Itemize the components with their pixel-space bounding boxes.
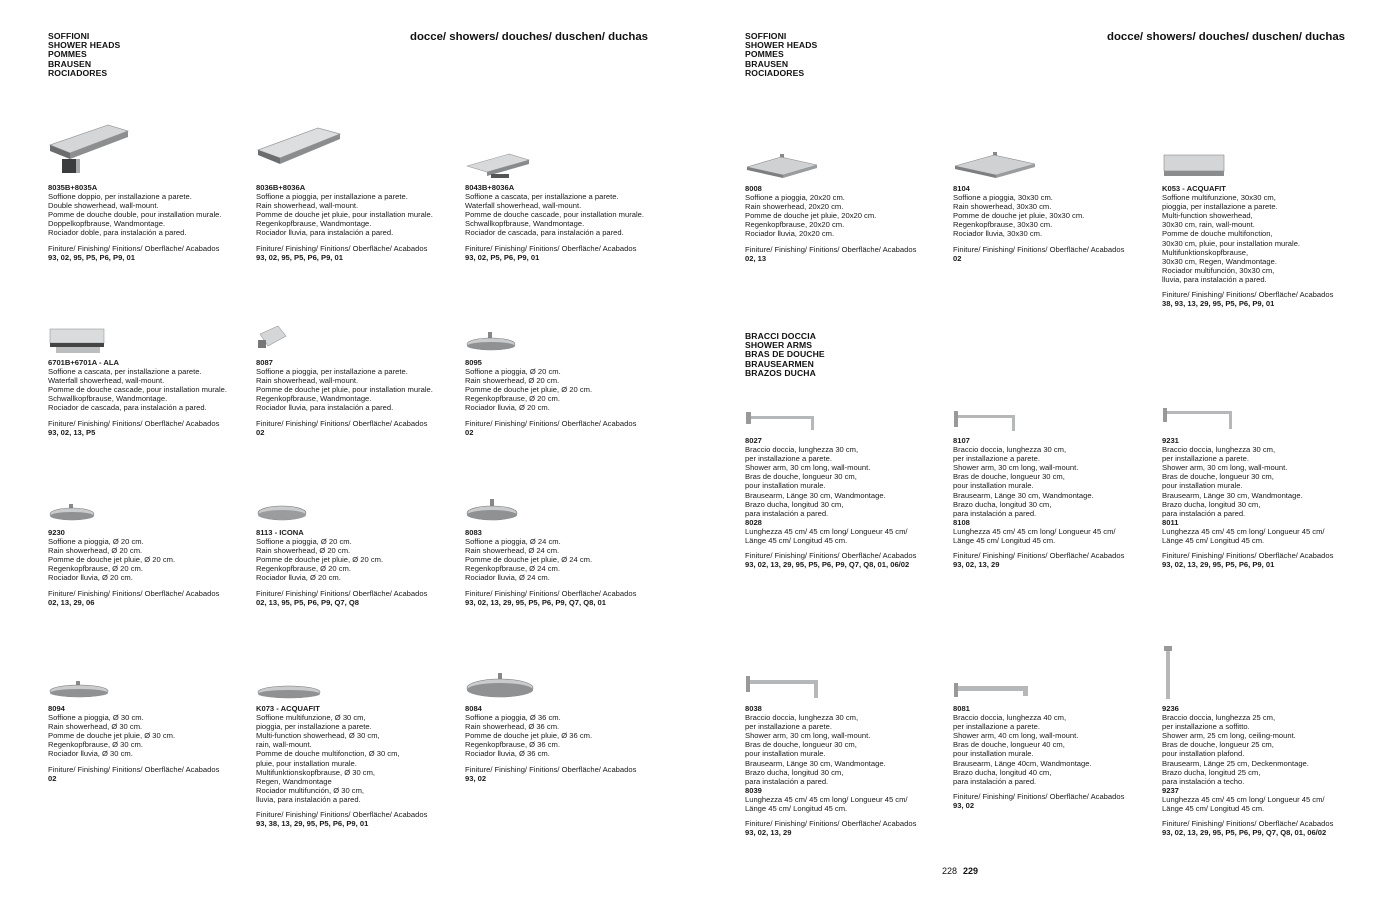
product-description-line: Soffione a pioggia, 30x30 cm.	[953, 193, 1053, 203]
showerhead-square-image	[953, 151, 1037, 179]
showerhead-round-image	[48, 680, 110, 700]
product-description-line: Länge 45 cm/ Longitud 45 cm.	[953, 536, 1056, 546]
showerhead-icona-image	[256, 503, 308, 523]
product-entry	[256, 183, 461, 262]
showerhead-round-image	[465, 330, 517, 352]
product-description-line: pour installation murale.	[745, 749, 826, 759]
finish-codes: 93, 02, 13, 29	[953, 560, 1000, 570]
category-line: SOFFIONI	[48, 31, 90, 41]
product-description-line: Soffione multifunzione, Ø 30 cm,	[256, 713, 366, 723]
ceiling-shower-arm-image	[1162, 646, 1174, 700]
category-line: BRAUSEN	[48, 58, 92, 69]
category-line: POMMES	[48, 49, 87, 60]
product-description-line: Regen, Wandmontage	[256, 776, 332, 786]
finish-label: Finiture/ Finishing/ Finitions/ Oberfläche/ Acabados	[256, 810, 428, 820]
finish-label: Finiture/ Finishing/ Finitions/ Oberfläche/ Acabados	[745, 551, 917, 561]
category-line: BRAUSEN	[745, 58, 789, 69]
finish-label: Finiture/ Finishing/ Finitions/ Oberfläche/ Acabados	[953, 244, 1125, 254]
product-description-line: Brazo ducha, longitud 30 cm,	[745, 767, 844, 777]
product-entry	[953, 436, 1158, 569]
product-entry	[48, 183, 253, 262]
showerhead-8087-image	[256, 324, 288, 352]
product-code: 8043B+8036A	[465, 183, 515, 192]
product-description-line: Rociador lluvia, 20x20 cm.	[745, 229, 835, 239]
finish-label: Finiture/ Finishing/ Finitions/ Oberfläche/ Acabados	[48, 588, 220, 598]
product-description-line: Pomme de douche jet pluie, Ø 36 cm.	[465, 731, 593, 741]
product-description-line: Multifunktionskopfbrause, Ø 30 cm,	[256, 767, 376, 777]
finish-codes: 02	[48, 773, 57, 783]
finish-codes: 93, 02	[465, 773, 487, 783]
finish-label: Finiture/ Finishing/ Finitions/ Oberfläche/ Acabados	[465, 588, 637, 598]
shower-arm-image	[745, 674, 821, 700]
shower-arm-image	[953, 409, 1019, 433]
product-description-line: pour installation murale.	[953, 481, 1034, 491]
product-description-line: Rain showerhead, Ø 20 cm.	[48, 546, 143, 556]
product-description-line: per installazione a soffitto.	[1162, 722, 1250, 732]
product-description-line: Pomme de douche jet pluie, Ø 20 cm.	[48, 555, 176, 565]
page-numbers	[942, 866, 978, 876]
category-line: SOFFIONI	[745, 31, 787, 41]
product-description-line: per installazione a parete.	[1162, 454, 1249, 464]
product-entry	[1162, 436, 1367, 569]
category-line: SHOWER HEADS	[48, 40, 121, 51]
product-description-line: Shower arm, 25 cm long, ceiling-mount.	[1162, 731, 1296, 741]
product-entry	[256, 528, 461, 607]
product-description-line: Länge 45 cm/ Longitud 45 cm.	[745, 804, 848, 814]
product-description-line: Soffione a pioggia, Ø 20 cm.	[465, 367, 561, 377]
product-description-line: rain, wall-mount.	[256, 740, 312, 750]
finish-label: Finiture/ Finishing/ Finitions/ Oberfläche/ Acabados	[745, 244, 917, 254]
finish-label: Finiture/ Finishing/ Finitions/ Oberfläche/ Acabados	[745, 819, 917, 829]
product-entry	[48, 528, 253, 607]
product-description-line: Rociador de cascada, para instalación a pared.	[48, 403, 207, 413]
finish-codes: 93, 02, 13, 29	[745, 828, 792, 838]
product-description-line: Pomme de douche jet pluie, pour installation murale.	[256, 210, 433, 220]
product-description-line: Rociador lluvia, Ø 20 cm.	[465, 403, 550, 413]
product-description-line: Rain showerhead, Ø 36 cm.	[465, 722, 560, 732]
finish-codes: 93, 02, 13, 29, 95, P5, P6, P9, Q7, Q8, 01	[465, 597, 606, 607]
finish-label: Finiture/ Finishing/ Finitions/ Oberfläche/ Acabados	[465, 764, 637, 774]
product-description-line: Lunghezza 45 cm/ 45 cm long/ Longueur 45 cm/	[953, 526, 1116, 536]
finish-label: Finiture/ Finishing/ Finitions/ Oberfläche/ Acabados	[48, 764, 220, 774]
product-code-variant: 9237	[1162, 785, 1179, 795]
product-description-line: Länge 45 cm/ Longitud 45 cm.	[745, 536, 848, 546]
product-description-line: Rociador doble, para instalación a pared.	[48, 228, 187, 238]
product-description-line: Rociador lluvia, Ø 20 cm.	[256, 573, 341, 583]
product-description-line: Doppelkopfbrause, Wandmontage.	[48, 219, 166, 229]
product-description-line: Bras de douche, longueur 30 cm,	[745, 472, 857, 482]
product-description-line: lluvia, para instalación a pared.	[1162, 274, 1267, 284]
product-description-line: per installazione a parete.	[745, 454, 832, 464]
product-description-line: Soffione a pioggia, Ø 36 cm.	[465, 713, 561, 723]
product-code: 8083	[465, 528, 482, 537]
finish-codes: 02, 13, 95, P5, P6, P9, Q7, Q8	[256, 597, 360, 607]
product-description-line: Pomme de douche cascade, pour installation murale.	[48, 385, 227, 395]
product-description-line: Bras de douche, longueur 40 cm,	[953, 740, 1065, 750]
product-description-line: Brazo ducha, longitud 30 cm,	[1162, 499, 1261, 509]
product-code: 8008	[745, 184, 762, 193]
product-entry	[465, 704, 670, 783]
product-code: 8084	[465, 704, 482, 713]
finish-codes: 38, 93, 13, 29, 95, P5, P6, P9, 01	[1162, 299, 1275, 309]
finish-codes: 93, 02	[953, 800, 975, 810]
product-code: 8036B+8036A	[256, 183, 306, 192]
shower-arm-image	[745, 410, 819, 432]
product-description-line: Lunghezza 45 cm/ 45 cm long/ Longueur 45 cm/	[745, 526, 908, 536]
product-description-line: Rociador de cascada, para instalación a pared.	[465, 228, 624, 238]
finish-label: Finiture/ Finishing/ Finitions/ Oberfläche/ Acabados	[465, 243, 637, 253]
product-description-line: 30x30 cm, pluie, pour installation murale.	[1162, 238, 1301, 248]
product-description-line: Länge 45 cm/ Longitud 45 cm.	[1162, 536, 1265, 546]
finish-label: Finiture/ Finishing/ Finitions/ Oberfläche/ Acabados	[465, 418, 637, 428]
showerhead-waterfall-ala-image	[48, 325, 106, 357]
product-entry	[465, 358, 670, 437]
product-description-line: Bras de douche, longueur 30 cm,	[745, 740, 857, 750]
product-description-line: Brazo ducha, longitud 25 cm,	[1162, 767, 1261, 777]
category-line: ROCIADORES	[48, 67, 108, 78]
product-description-line: pour installation plafond.	[1162, 749, 1245, 759]
product-description-line: Soffione a pioggia, 20x20 cm.	[745, 193, 845, 203]
finish-label: Finiture/ Finishing/ Finitions/ Oberfläche/ Acabados	[48, 243, 220, 253]
product-description-line: pioggia, per installazione a parete.	[1162, 202, 1278, 212]
product-description-line: Regenkopfbrause, 20x20 cm.	[745, 220, 845, 230]
product-entry	[48, 704, 253, 783]
product-description-line: Shower arm, 30 cm long, wall-mount.	[745, 731, 871, 741]
product-code: 8104	[953, 184, 970, 193]
product-description-line: Schwallkopfbrause, Wandmontage.	[48, 394, 168, 404]
product-description-line: Shower arm, 30 cm long, wall-mount.	[953, 463, 1079, 473]
showerhead-double-image	[48, 123, 130, 179]
product-description-line: Regenkopfbrause, Ø 20 cm.	[256, 564, 351, 574]
product-description-line: Pomme de douche jet pluie, Ø 20 cm.	[465, 385, 593, 395]
product-description-line: Regenkopfbrause, Wandmontage.	[256, 394, 372, 404]
product-description-line: Shower arm, 40 cm long, wall-mount.	[953, 731, 1079, 741]
category-line: BRAZOS DUCHA	[745, 367, 816, 378]
product-description-line: Braccio doccia, lunghezza 30 cm,	[745, 445, 859, 455]
product-code-variant: 8011	[1162, 517, 1179, 527]
product-description-line: Braccio doccia, lunghezza 25 cm,	[1162, 713, 1276, 723]
finish-codes: 93, 02, 13, 29, 95, P5, P6, P9, 01	[1162, 560, 1275, 570]
product-description-line: para instalación a pared.	[953, 776, 1037, 786]
category-line: BRAS DE DOUCHE	[745, 349, 825, 360]
product-description-line: Rociador lluvia, para instalación a pared.	[256, 228, 394, 238]
product-description-line: Brausearm, Länge 30 cm, Wandmontage.	[953, 490, 1094, 500]
product-description-line: per installazione a parete.	[953, 454, 1040, 464]
product-code: K073 - ACQUAFIT	[256, 704, 320, 713]
finish-codes: 93, 02, 13, P5	[48, 427, 96, 437]
finish-codes: 93, 02, 13, 29, 95, P5, P6, P9, Q7, Q8, 01, 06/02	[1162, 828, 1327, 838]
page-number-left: 228	[942, 866, 958, 876]
product-description-line: 30x30 cm, rain, wall-mount.	[1162, 220, 1255, 230]
finish-codes: 93, 02, P5, P6, P9, 01	[465, 252, 540, 262]
finish-label: Finiture/ Finishing/ Finitions/ Oberfläche/ Acabados	[1162, 819, 1334, 829]
product-code: 8113 - ICONA	[256, 528, 304, 537]
product-description-line: Länge 45 cm/ Longitud 45 cm.	[1162, 804, 1265, 814]
product-description-line: Soffione multifunzione, 30x30 cm,	[1162, 193, 1276, 203]
product-description-line: para instalación a pared.	[745, 776, 829, 786]
product-code: 8095	[465, 358, 482, 367]
product-description-line: Brausearm, Länge 30 cm, Wandmontage.	[1162, 490, 1303, 500]
product-description-line: Soffione doppio, per installazione a parete.	[48, 192, 192, 202]
product-description-line: pour installation murale.	[745, 481, 826, 491]
product-description-line: Braccio doccia, lunghezza 30 cm,	[1162, 445, 1276, 455]
finish-codes: 02	[953, 253, 962, 263]
product-entry	[1162, 184, 1367, 308]
category-heading	[745, 32, 817, 78]
product-description-line: Lunghezza 45 cm/ 45 cm long/ Longueur 45 cm/	[745, 794, 908, 804]
product-description-line: Soffione a cascata, per installazione a parete.	[48, 367, 202, 377]
product-description-line: Schwallkopfbrause, Wandmontage.	[465, 219, 585, 229]
product-description-line: Rociador multifunción, Ø 30 cm,	[256, 785, 365, 795]
product-description-line: Rain showerhead, Ø 20 cm.	[256, 546, 351, 556]
product-description-line: Rociador multifunción, 30x30 cm,	[1162, 265, 1275, 275]
product-code: 8027	[745, 436, 762, 445]
product-description-line: Pomme de douche jet pluie, 30x30 cm.	[953, 211, 1085, 221]
product-description-line: Regenkopfbrause, Ø 20 cm.	[48, 564, 143, 574]
showerhead-round-image	[48, 503, 96, 523]
product-description-line: Lunghezza 45 cm/ 45 cm long/ Longueur 45 cm/	[1162, 794, 1325, 804]
product-description-line: Pomme de douche multifonction, Ø 30 cm,	[256, 749, 400, 759]
product-description-line: Pomme de douche jet pluie, pour installation murale.	[256, 385, 433, 395]
product-description-line: Soffione a pioggia, per installazione a parete.	[256, 367, 408, 377]
product-entry	[465, 528, 670, 607]
product-description-line: Regenkopfbrause, Ø 20 cm.	[465, 394, 560, 404]
product-description-line: Rain showerhead, Ø 20 cm.	[465, 376, 560, 386]
product-entry	[953, 704, 1158, 810]
product-code: 8107	[953, 436, 970, 445]
product-description-line: Pomme de douche multifonction,	[1162, 229, 1273, 239]
product-description-line: Multifunktionskopfbrause,	[1162, 247, 1249, 257]
finish-codes: 02, 13	[745, 253, 767, 263]
product-code: 8094	[48, 704, 65, 713]
product-description-line: Rociador lluvia, 30x30 cm.	[953, 229, 1043, 239]
product-description-line: Brazo ducha, longitud 30 cm,	[745, 499, 844, 509]
right-page	[697, 0, 1394, 904]
finish-label: Finiture/ Finishing/ Finitions/ Oberfläche/ Acabados	[256, 588, 428, 598]
product-description-line: Rain showerhead, wall-mount.	[256, 376, 359, 386]
showerhead-round-image	[465, 498, 519, 524]
showerhead-square-image	[745, 153, 819, 179]
product-description-line: Rociador lluvia, Ø 36 cm.	[465, 749, 550, 759]
product-description-line: Pomme de douche jet pluie, Ø 30 cm.	[48, 731, 176, 741]
product-description-line: Braccio doccia, lunghezza 30 cm,	[953, 445, 1067, 455]
product-description-line: Soffione a cascata, per installazione a parete.	[465, 192, 619, 202]
product-description-line: pour installation murale.	[1162, 481, 1243, 491]
finish-codes: 93, 02, 95, P5, P6, P9, 01	[48, 252, 135, 262]
finish-codes: 02	[256, 427, 265, 437]
product-description-line: Soffione a pioggia, Ø 30 cm.	[48, 713, 144, 723]
category-line: SHOWER ARMS	[745, 340, 813, 351]
product-description-line: Brausearm, Länge 30 cm, Wandmontage.	[745, 490, 886, 500]
product-description-line: Shower arm, 30 cm long, wall-mount.	[745, 463, 871, 473]
product-entry	[745, 436, 950, 569]
product-description-line: Soffione a pioggia, Ø 20 cm.	[256, 537, 352, 547]
product-entry	[256, 358, 461, 437]
product-description-line: pluie, pour installation murale.	[256, 758, 357, 768]
finish-label: Finiture/ Finishing/ Finitions/ Oberfläche/ Acabados	[256, 418, 428, 428]
product-code-variant: 8028	[745, 517, 762, 527]
product-description-line: Rociador lluvia, Ø 30 cm.	[48, 749, 133, 759]
category-line: POMMES	[745, 49, 784, 60]
showerhead-round-image	[465, 672, 535, 700]
product-description-line: Rain showerhead, 30x30 cm.	[953, 202, 1052, 212]
showerhead-multifunction-image	[256, 684, 322, 700]
product-description-line: 30x30 cm, Regen, Wandmontage.	[1162, 256, 1277, 266]
product-entry	[953, 184, 1158, 263]
finish-codes: 93, 38, 13, 29, 95, P5, P6, P9, 01	[256, 819, 369, 829]
product-description-line: Rain showerhead, Ø 24 cm.	[465, 546, 560, 556]
product-description-line: Braccio doccia, lunghezza 30 cm,	[745, 713, 859, 723]
finish-label: Finiture/ Finishing/ Finitions/ Oberfläche/ Acabados	[256, 243, 428, 253]
product-description-line: Pomme de douche double, pour installation murale.	[48, 210, 222, 220]
product-description-line: para instalación a pared.	[953, 508, 1037, 518]
product-description-line: Rociador lluvia, para instalación a pared.	[256, 403, 394, 413]
product-description-line: Regenkopfbrause, Ø 36 cm.	[465, 740, 560, 750]
product-description-line: lluvia, para instalación a pared.	[256, 794, 361, 804]
category-heading	[48, 32, 120, 78]
product-description-line: pour installation murale.	[953, 749, 1034, 759]
category-line: BRAUSEARMEN	[745, 358, 814, 369]
page-header: docce/ showers/ douches/ duschen/ duchas	[1107, 31, 1346, 43]
finish-label: Finiture/ Finishing/ Finitions/ Oberfläche/ Acabados	[1162, 290, 1334, 300]
category-line: SHOWER HEADS	[745, 40, 818, 51]
product-description-line: Bras de douche, longueur 30 cm,	[1162, 472, 1274, 482]
page-number-right: 229	[963, 866, 979, 876]
shower-arm-image	[1162, 406, 1236, 430]
product-description-line: Brazo ducha, longitud 40 cm,	[953, 767, 1052, 777]
product-description-line: Double showerhead, wall-mount.	[48, 201, 159, 211]
finish-label: Finiture/ Finishing/ Finitions/ Oberfläche/ Acabados	[953, 791, 1125, 801]
product-description-line: Regenkopfbrause, Ø 30 cm.	[48, 740, 143, 750]
product-code: 8081	[953, 704, 970, 713]
product-code: 8035B+8035A	[48, 183, 98, 192]
page-header: docce/ showers/ douches/ duschen/ duchas	[410, 31, 649, 43]
product-description-line: Rociador lluvia, Ø 20 cm.	[48, 573, 133, 583]
product-code: 6701B+6701A - ALA	[48, 358, 119, 367]
product-code-variant: 8108	[953, 517, 970, 527]
product-description-line: Pomme de douche cascade, pour installation murale.	[465, 210, 644, 220]
product-description-line: Waterfall showerhead, wall-mount.	[465, 201, 582, 211]
showerhead-rain-panel-image	[256, 124, 342, 170]
product-description-line: Brausearm, Länge 40cm, Wandmontage.	[953, 758, 1092, 768]
product-description-line: per installazione a parete.	[745, 722, 832, 732]
product-code: 8038	[745, 704, 762, 713]
product-description-line: Rociador lluvia, Ø 24 cm.	[465, 573, 550, 583]
showerhead-multifunction-square-image	[1162, 153, 1226, 179]
product-description-line: Braccio doccia, lunghezza 40 cm,	[953, 713, 1067, 723]
product-description-line: pioggia, per installazione a parete.	[256, 722, 372, 732]
product-description-line: Bras de douche, longueur 30 cm,	[953, 472, 1065, 482]
product-entry	[465, 183, 670, 262]
finish-label: Finiture/ Finishing/ Finitions/ Oberfläche/ Acabados	[953, 551, 1125, 561]
product-description-line: Bras de douche, longueur 25 cm,	[1162, 740, 1274, 750]
product-description-line: Multi-function showerhead,	[1162, 211, 1253, 221]
product-description-line: Brazo ducha, longitud 30 cm,	[953, 499, 1052, 509]
product-description-line: Waterfall showerhead, wall-mount.	[48, 376, 165, 386]
product-description-line: para instalación a techo.	[1162, 776, 1245, 786]
product-description-line: Brausearm, Länge 25 cm, Deckenmontage.	[1162, 758, 1309, 768]
product-entry	[745, 704, 950, 837]
finish-codes: 02, 13, 29, 06	[48, 597, 95, 607]
shower-arm-image	[953, 682, 1031, 700]
showerhead-cascade-image	[465, 152, 531, 180]
product-description-line: Regenkopfbrause, 30x30 cm.	[953, 220, 1053, 230]
product-code: 9231	[1162, 436, 1179, 445]
product-description-line: Soffione a pioggia, Ø 20 cm.	[48, 537, 144, 547]
finish-codes: 02	[465, 427, 474, 437]
product-description-line: Soffione a pioggia, per installazione a parete.	[256, 192, 408, 202]
finish-label: Finiture/ Finishing/ Finitions/ Oberfläche/ Acabados	[1162, 551, 1334, 561]
finish-codes: 93, 02, 95, P5, P6, P9, 01	[256, 252, 343, 262]
product-description-line: Brausearm, Länge 30 cm, Wandmontage.	[745, 758, 886, 768]
product-description-line: Regenkopfbrause, Wandmontage.	[256, 219, 372, 229]
product-description-line: Shower arm, 30 cm long, wall-mount.	[1162, 463, 1288, 473]
product-description-line: Pomme de douche jet pluie, Ø 20 cm.	[256, 555, 384, 565]
product-description-line: Rain showerhead, wall-mount.	[256, 201, 359, 211]
product-code: 9236	[1162, 704, 1179, 713]
product-description-line: per installazione a parete.	[953, 722, 1040, 732]
category-heading-arms	[745, 332, 825, 378]
product-description-line: Soffione a pioggia, Ø 24 cm.	[465, 537, 561, 547]
finish-codes: 93, 02, 13, 29, 95, P5, P6, P9, Q7, Q8, 01, 06/02	[745, 560, 910, 570]
product-entry	[1162, 704, 1367, 837]
product-description-line: Multi-function showerhead, Ø 30 cm,	[256, 731, 380, 741]
finish-label: Finiture/ Finishing/ Finitions/ Oberfläche/ Acabados	[48, 418, 220, 428]
product-description-line: Rain showerhead, 20x20 cm.	[745, 202, 844, 212]
product-description-line: para instalación a pared.	[1162, 508, 1246, 518]
product-code: 8087	[256, 358, 273, 367]
product-description-line: para instalación a pared.	[745, 508, 829, 518]
category-line: BRACCI DOCCIA	[745, 331, 817, 341]
product-description-line: Pomme de douche jet pluie, 20x20 cm.	[745, 211, 877, 221]
product-entry	[256, 704, 461, 828]
product-entry	[48, 358, 253, 437]
product-entry	[745, 184, 950, 263]
product-description-line: Rain showerhead, Ø 30 cm.	[48, 722, 143, 732]
product-code-variant: 8039	[745, 785, 762, 795]
category-line: ROCIADORES	[745, 67, 805, 78]
product-code: K053 - ACQUAFIT	[1162, 184, 1226, 193]
product-code: 9230	[48, 528, 65, 537]
product-description-line: Pomme de douche jet pluie, Ø 24 cm.	[465, 555, 593, 565]
product-description-line: Regenkopfbrause, Ø 24 cm.	[465, 564, 560, 574]
product-description-line: Lunghezza 45 cm/ 45 cm long/ Longueur 45 cm/	[1162, 526, 1325, 536]
